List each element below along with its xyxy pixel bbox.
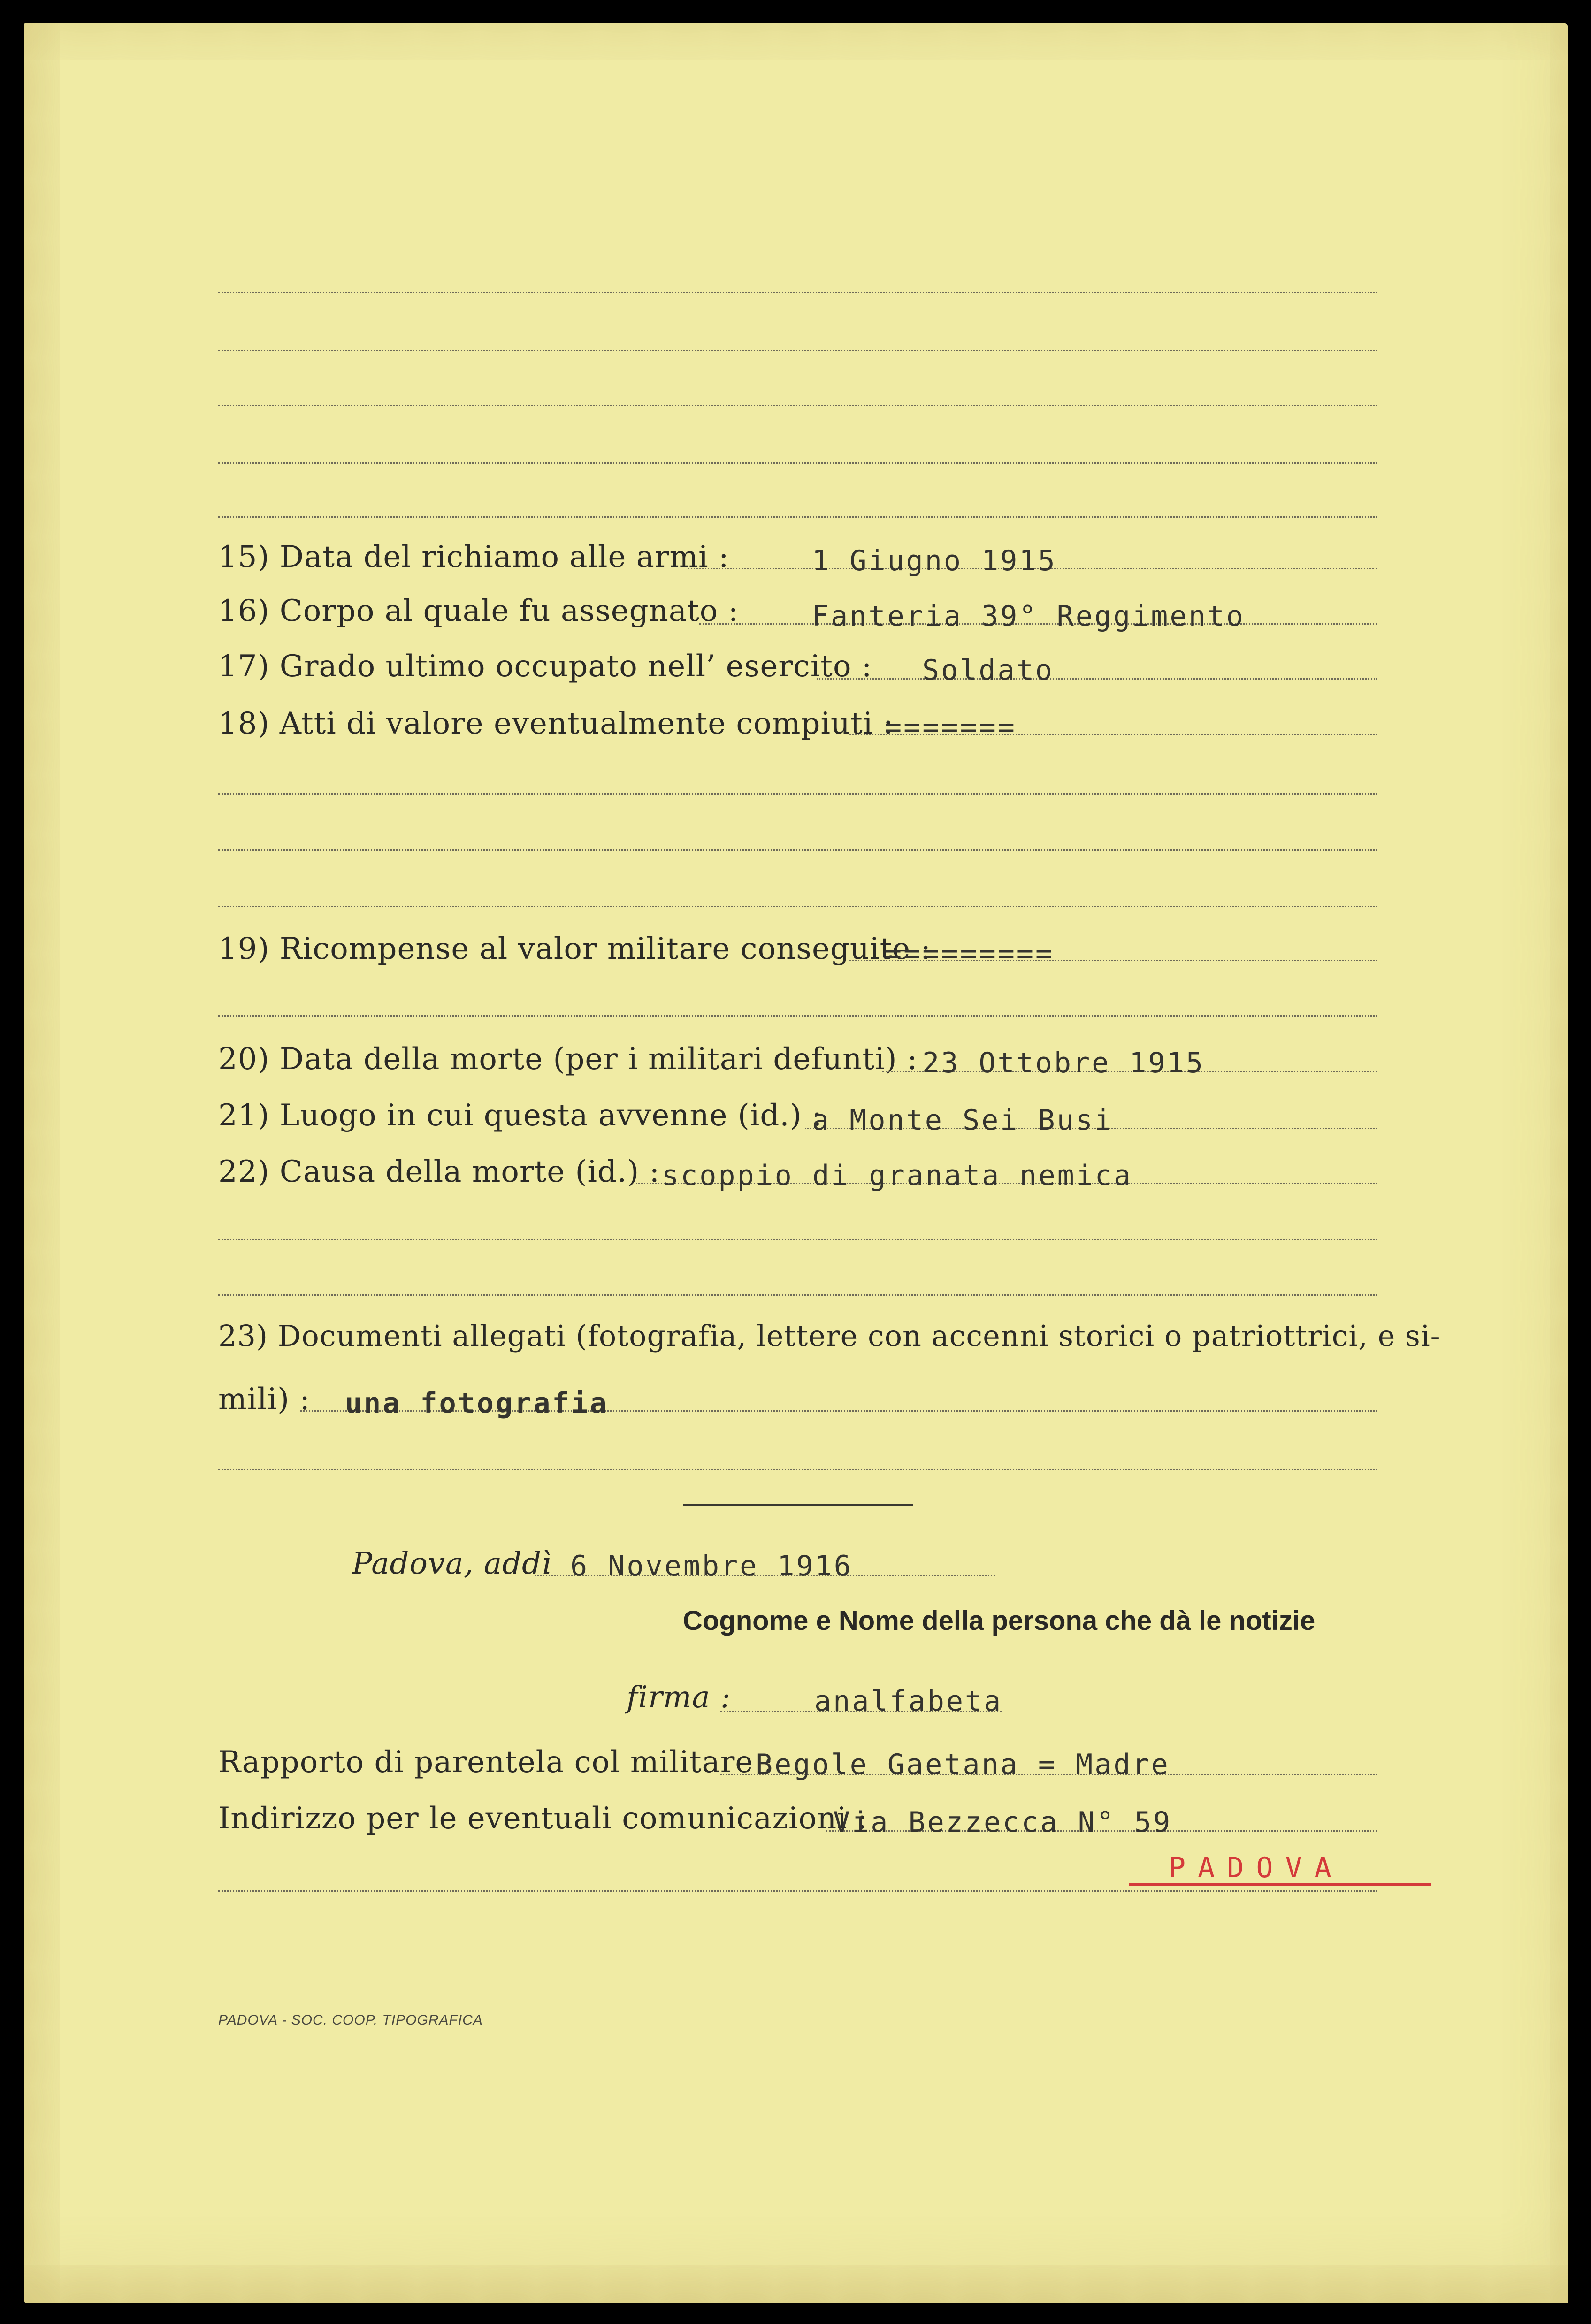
printer-imprint: PADOVA - SOC. COOP. TIPOGRAFICA — [218, 2012, 483, 2028]
kinship-value[interactable]: Begole Gaetana = Madre — [756, 1748, 1170, 1781]
q18-extra-line — [218, 906, 1377, 907]
q19-value[interactable]: ========= — [885, 937, 1055, 970]
city-stamp-underline — [1129, 1883, 1431, 1886]
q20-label: 20) Data della morte (per i militari defunti) : — [218, 1042, 918, 1077]
q20-value[interactable]: 23 Ottobre 1915 — [922, 1047, 1205, 1079]
section-divider — [683, 1504, 913, 1506]
blank-line — [218, 292, 1377, 293]
q22-value[interactable]: scoppio di granata nemica — [662, 1159, 1133, 1192]
q23-label: 23) Documenti allegati (fotografia, lettere con accenni storici o patriottrici, e si- — [218, 1319, 1441, 1353]
q22-extra-line — [218, 1294, 1377, 1296]
q23-label-continued: mili) : — [218, 1382, 310, 1417]
blank-line — [218, 516, 1377, 518]
informant-heading: Cognome e Nome della persona che dà le notizie — [683, 1605, 1316, 1636]
blank-line — [218, 405, 1377, 406]
q15-value[interactable]: 1 Giugno 1915 — [812, 544, 1057, 577]
kinship-label: Rapporto di parentela col militare : — [218, 1745, 774, 1780]
q15-label: 15) Data del richiamo alle armi : — [218, 540, 729, 574]
q17-line — [817, 678, 1377, 680]
q22-extra-line — [218, 1239, 1377, 1240]
city-line — [218, 1890, 1377, 1892]
city-stamp: PADOVA — [1169, 1851, 1344, 1884]
firma-value[interactable]: analfabeta — [814, 1685, 1003, 1718]
address-value[interactable]: Via Bezzecca N° 59 — [833, 1806, 1172, 1839]
q17-label: 17) Grado ultimo occupato nell’ esercito : — [218, 649, 872, 684]
q23-value[interactable]: una fotografia — [345, 1387, 609, 1420]
firma-label: firma : — [627, 1680, 731, 1715]
q21-label: 21) Luogo in cui questa avvenne (id.) : — [218, 1098, 823, 1133]
blank-line — [218, 350, 1377, 351]
q19-extra-line — [218, 1015, 1377, 1017]
q17-value[interactable]: Soldato — [922, 654, 1054, 687]
q21-value[interactable]: a Monte Sei Busi — [812, 1104, 1113, 1137]
q18-extra-line — [218, 793, 1377, 795]
q18-label: 18) Atti di valore eventualmente compiuti : — [218, 706, 894, 741]
blank-line — [218, 462, 1377, 464]
q22-label: 22) Causa della morte (id.) : — [218, 1154, 660, 1189]
q19-label: 19) Ricompense al valor militare conseguite : — [218, 932, 932, 966]
q23-extra-line — [218, 1469, 1377, 1470]
date-value[interactable]: 6 Novembre 1916 — [570, 1550, 853, 1582]
address-label: Indirizzo per le eventuali comunicazioni : — [218, 1801, 868, 1836]
q18-value[interactable]: ======= — [885, 711, 1017, 744]
place-label: Padova, addì — [352, 1546, 552, 1581]
q16-value[interactable]: Fanteria 39° Reggimento — [812, 600, 1245, 633]
q16-label: 16) Corpo al quale fu assegnato : — [218, 594, 739, 628]
q18-extra-line — [218, 849, 1377, 851]
